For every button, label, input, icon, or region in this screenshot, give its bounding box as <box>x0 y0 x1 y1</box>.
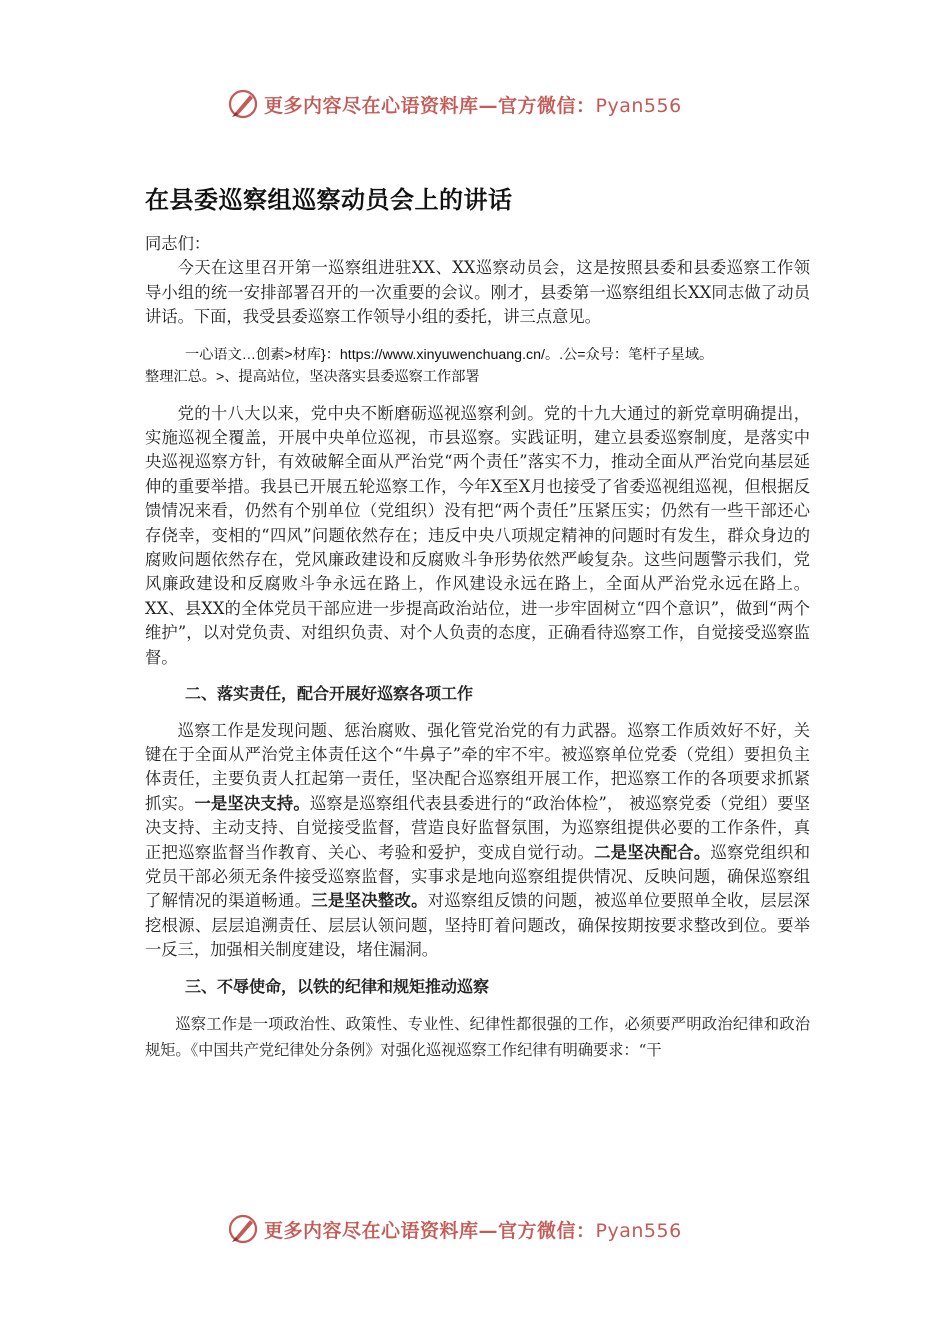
source-note-line2: 整理汇总。>、提高站位，坚决落实县委巡察工作部署 <box>145 368 480 385</box>
header-banner <box>226 84 746 124</box>
section3-heading: 三、不辱使命，以铁的纪律和规矩推动巡察 <box>185 976 490 996</box>
section2-point-2: 二是坚决配合。 <box>594 842 711 862</box>
section2-text-3: 巡察党组织和党员干部必须无条件接受巡察监督，实事求是地向巡察组提供情况、反映问题，确保巡察组了解情况的渠道畅通。 <box>145 842 810 911</box>
banner-text <box>264 1216 682 1243</box>
section2-text-4: 对巡察组反馈的问题，被巡单位要照单全收，层层深挖根源、层层追溯责任、层层认领问题，坚持盯着问题改，确保按期按要求整改到位。要举一反三，加强相关制度建设，堵住漏洞。 <box>145 891 810 960</box>
banner-label: 更多内容尽在心语资料库—官方微信： <box>264 1219 596 1242</box>
pen-logo-icon <box>226 87 260 121</box>
section3-paragraph: 巡察工作是一项政治性、政策性、专业性、纪律性都很强的工作，必须要严明政治纪律和政治规矩。《中国共产党纪律处分条例》对强化巡视巡察工作纪律有明确要求：“干 <box>145 1014 810 1059</box>
banner-text <box>264 91 682 118</box>
document-title: 在县委巡察组巡察动员会上的讲话 <box>145 186 513 214</box>
pen-logo-icon <box>226 1212 260 1246</box>
banner-label: 更多内容尽在心语资料库—官方微信： <box>264 94 596 117</box>
section2-point-3: 三是坚决整改。 <box>311 891 428 911</box>
banner-handle: Pyan556 <box>595 1219 682 1242</box>
greeting: 同志们： <box>145 234 211 253</box>
section2-heading: 二、落实责任，配合开展好巡察各项工作 <box>185 684 474 704</box>
document-body <box>145 232 810 1063</box>
source-note <box>145 344 810 388</box>
source-note-line1: 一心语文…创素>材库}：https://www.xinyuwenchuang.cn/。.公=众号：笔杆子星域。 <box>185 346 714 363</box>
footer-banner <box>226 1209 746 1249</box>
intro-paragraph: 今天在这里召开第一巡察组进驻XX、XX巡察动员会，这是按照县委和县委巡察工作领导小组的统一安排部署召开的一次重要的会议。刚才，县委第一巡察组组长XX同志做了动员讲话。下面，我受县委巡察工作领导小组的委托，讲三点意见。 <box>145 258 810 327</box>
section2-point-1: 一是坚决支持。 <box>194 793 310 813</box>
banner-handle: Pyan556 <box>595 94 682 117</box>
section2-text-1: 巡察工作是发现问题、惩治腐败、强化管党治党的有力武器。巡察工作质效好不好，关键在于全面从严治党主体责任这个“牛鼻子”牵的牢不牢。被巡察单位党委（党组）要担负主体责任，主要负责人扛起第一责任，坚决配合巡察组开展工作，把巡察工作的各项要求抓紧抓实。 <box>145 720 810 813</box>
section2-text-2: 巡察是巡察组代表县委进行的“政治体检”， 被巡察党委（党组）要坚决支持、主动支持、自觉接受监督，营造良好监督氛围，为巡察组提供必要的工作条件，真正把巡察监督当作教育、关心、考验和爱护，变成自觉行动。 <box>145 793 810 862</box>
section2-paragraph <box>145 719 810 963</box>
section1-paragraph: 党的十八大以来，党中央不断磨砺巡视巡察利剑。党的十九大通过的新党章明确提出，实施巡视全覆盖，开展中央单位巡视，市县巡察。实践证明，建立县委巡察制度，是落实中央巡视巡察方针，有效破解全面从严治党“两个责任”落实不力，推动全面从严治党向基层延伸的重要举措。我县已开展五轮巡察工作，今年X至X月也接受了省委巡视组巡视，但根据反馈情况来看，仍然有个别单位（党组织）没有把“两个责任”压紧压实；仍然有一些干部还心存侥幸，变相的“四风”问题依然存在；违反中央八项规定精神的问题时有发生，群众身边的腐败问题依然存在，党风廉政建设和反腐败斗争形势依然严峻复杂。这些问题警示我们，党风廉政建设和反腐败斗争永远在路上，作风建设永远在路上，全面从严治党永远在路上。XX、县XX的全体党员干部应进一步提高政治站位，进一步牢固树立“四个意识”，做到“两个维护”，以对党负责、对组织负责、对个人负责的态度，正确看待巡察工作，自觉接受巡察监督。 <box>145 403 810 667</box>
